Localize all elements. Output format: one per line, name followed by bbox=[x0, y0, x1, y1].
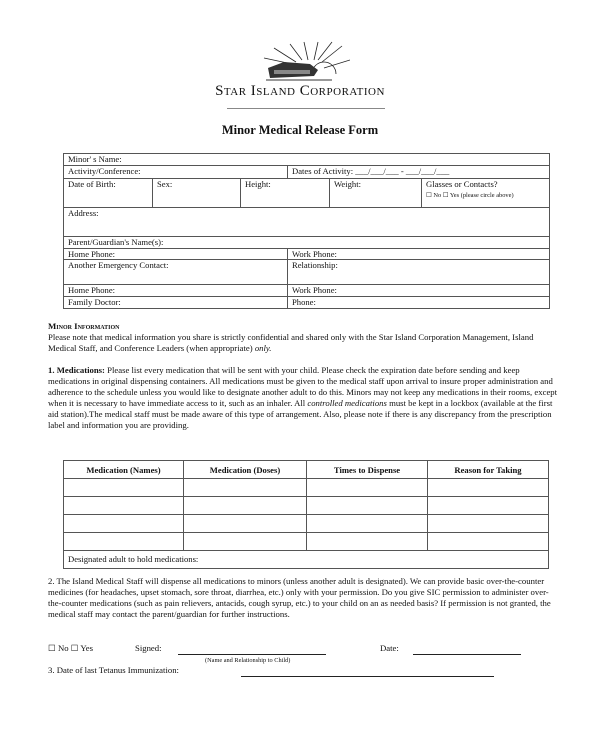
table-cell[interactable] bbox=[307, 533, 428, 551]
activity-field[interactable]: Activity/Conference: bbox=[64, 166, 288, 179]
table-cell[interactable] bbox=[184, 533, 307, 551]
relationship-field[interactable]: Relationship: bbox=[288, 260, 550, 285]
parent-name-field[interactable]: Parent/Guardian's Name(s): bbox=[64, 237, 550, 249]
height-field[interactable]: Height: bbox=[241, 179, 330, 208]
table-row bbox=[64, 497, 549, 515]
medications-section bbox=[48, 365, 558, 431]
table-row bbox=[64, 515, 549, 533]
table-cell[interactable] bbox=[428, 479, 549, 497]
home-phone-2-field[interactable]: Home Phone: bbox=[64, 285, 288, 297]
date-line[interactable] bbox=[413, 654, 521, 655]
medications-emphasis: controlled medications bbox=[307, 398, 387, 408]
minor-info-section bbox=[48, 321, 558, 354]
header-divider bbox=[227, 108, 385, 109]
medications-label: 1. Medications: bbox=[48, 365, 105, 375]
column-header: Medication (Doses) bbox=[184, 461, 307, 479]
table-cell[interactable] bbox=[64, 515, 184, 533]
glasses-field[interactable] bbox=[422, 179, 550, 208]
table-cell[interactable] bbox=[184, 497, 307, 515]
table-cell[interactable] bbox=[64, 497, 184, 515]
organization-name: Star Island Corporation bbox=[215, 83, 385, 99]
table-cell[interactable] bbox=[428, 515, 549, 533]
minor-info-heading: Minor Information bbox=[48, 321, 120, 331]
star-island-logo bbox=[262, 40, 350, 84]
form-title: Minor Medical Release Form bbox=[221, 123, 379, 137]
table-row bbox=[64, 479, 549, 497]
tetanus-label: 3. Date of last Tetanus Immunization: bbox=[48, 665, 179, 675]
date-label: Date: bbox=[380, 643, 399, 653]
dates-of-activity-field[interactable]: Dates of Activity: ___/___/___ - ___/___/___ bbox=[288, 166, 550, 179]
minor-info-emphasis: only. bbox=[254, 343, 272, 353]
dob-field[interactable]: Date of Birth: bbox=[64, 179, 153, 208]
otc-paragraph: 2. The Island Medical Staff will dispense all medications to minors (unless another adult is designated). We can provide basic over-the-counter medicines (for headaches, upset stomach, sore throat, diarrhea, etc.) only with your permission. Do you give SIC permission to administer over-the-counter medications (such as pain relievers, antacids, cough syrup, etc.) to your child on an as needed basis? If permission is not granted, the medical staff may contact the parent/guardian for further instructions. bbox=[48, 576, 551, 619]
table-cell[interactable] bbox=[307, 515, 428, 533]
column-header: Medication (Names) bbox=[64, 461, 184, 479]
table-cell[interactable] bbox=[184, 515, 307, 533]
table-cell[interactable] bbox=[64, 479, 184, 497]
home-phone-field[interactable]: Home Phone: bbox=[64, 249, 288, 260]
table-cell[interactable] bbox=[184, 479, 307, 497]
minor-name-field[interactable]: Minor' s Name: bbox=[64, 154, 550, 166]
emergency-contact-field[interactable]: Another Emergency Contact: bbox=[64, 260, 288, 285]
address-field[interactable]: Address: bbox=[64, 208, 550, 237]
glasses-checkboxes[interactable]: ☐ No ☐ Yes (please circle above) bbox=[426, 192, 514, 199]
work-phone-2-field[interactable]: Work Phone: bbox=[288, 285, 550, 297]
tetanus-date-line[interactable] bbox=[241, 676, 494, 677]
table-cell[interactable] bbox=[64, 533, 184, 551]
column-header: Times to Dispense bbox=[307, 461, 428, 479]
table-cell[interactable] bbox=[428, 497, 549, 515]
signature-line[interactable] bbox=[178, 654, 326, 655]
table-cell[interactable] bbox=[307, 479, 428, 497]
designated-adult-field[interactable]: Designated adult to hold medications: bbox=[64, 551, 549, 569]
minor-info-text: Please note that medical information you share is strictly confidential and shared only with the Star Island Corporation Management, Island Medical Staff, and Conference Leaders (when appropriate) bbox=[48, 332, 534, 353]
medication-table-header bbox=[64, 461, 549, 479]
medications-text-a: Please list every medication that will be sent with your child. Please check the expiration date before sending and keep medications in original dispensing containers. All medications must be given to the medical staff upon arrival to insure proper administration and adherence to the schedule unless you would like to designate another adult to do this. Minors may not keep any medications in their rooms, except when it is necessary to have immediate access to it, such as an inhaler. All bbox=[48, 365, 558, 408]
signed-label: Signed: bbox=[135, 643, 162, 653]
weight-field[interactable]: Weight: bbox=[330, 179, 422, 208]
family-doctor-field[interactable]: Family Doctor: bbox=[64, 297, 288, 309]
glasses-label: Glasses or Contacts? bbox=[426, 179, 498, 189]
sex-field[interactable]: Sex: bbox=[153, 179, 241, 208]
minor-info-table bbox=[63, 153, 550, 309]
table-row bbox=[64, 533, 549, 551]
table-cell[interactable] bbox=[307, 497, 428, 515]
medications-text-b: must be kept in a lockbox (available at the first aid station).The medical staff must be made aware of this type of arrangement. Also, please note if there is any discrepancy from the prescription label and information you are providing. bbox=[48, 398, 553, 430]
column-header: Reason for Taking bbox=[428, 461, 549, 479]
work-phone-field[interactable]: Work Phone: bbox=[288, 249, 550, 260]
otc-permission-checkboxes[interactable]: ☐ No ☐ Yes bbox=[48, 643, 94, 653]
doctor-phone-field[interactable]: Phone: bbox=[288, 297, 550, 309]
table-cell[interactable] bbox=[428, 533, 549, 551]
signature-hint: (Name and Relationship to Child) bbox=[205, 657, 291, 664]
medication-table bbox=[63, 460, 549, 569]
